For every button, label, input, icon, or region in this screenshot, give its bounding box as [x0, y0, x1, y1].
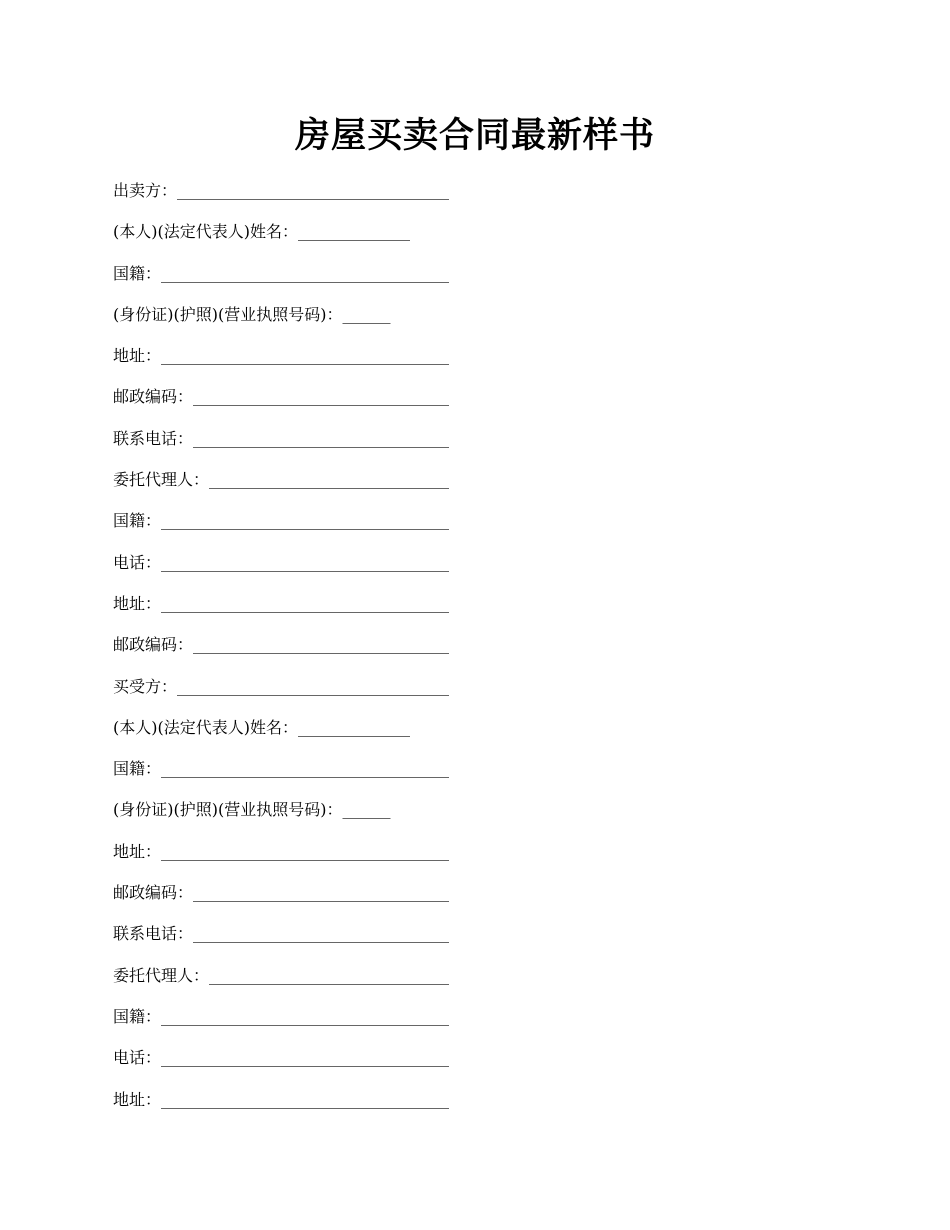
buyer-agent-line [113, 963, 553, 1004]
buyer-agent-nationality-label: 国籍：____________________________________ [113, 1006, 450, 1026]
seller-name-line [113, 219, 553, 260]
seller-address-line [113, 343, 553, 384]
buyer-postcode-label: 邮政编码：________________________________ [113, 883, 450, 903]
buyer-nationality-line [113, 756, 553, 797]
seller-phone-label: 联系电话：________________________________ [113, 428, 450, 448]
seller-label: 出卖方：__________________________________ [113, 181, 450, 200]
seller-agent-nationality-line [113, 508, 553, 549]
seller-address-label: 地址：____________________________________ [113, 346, 450, 366]
buyer-label: 买受方：__________________________________ [113, 676, 450, 696]
seller-agent-phone-line [113, 550, 553, 591]
buyer-nationality-label: 国籍：____________________________________ [113, 759, 450, 779]
seller-agent-line [113, 467, 553, 508]
buyer-agent-phone-line [113, 1045, 553, 1086]
seller-nationality-line [113, 261, 553, 302]
seller-name-label: (本人)(法定代表人)姓名：______________ [113, 222, 410, 242]
seller-postcode-line [113, 384, 553, 425]
seller-id-line [113, 302, 553, 343]
seller-agent-postcode-line [113, 632, 553, 673]
seller-id-label: (身份证)(护照)(营业执照号码)：______ [113, 304, 391, 324]
seller-postcode-label: 邮政编码：________________________________ [113, 387, 450, 407]
seller-line [113, 178, 553, 219]
buyer-agent-address-label: 地址：____________________________________ [113, 1089, 450, 1109]
buyer-agent-label: 委托代理人：______________________________ [113, 965, 450, 985]
buyer-phone-label: 联系电话：________________________________ [113, 924, 450, 944]
buyer-agent-phone-label: 电话：____________________________________ [113, 1048, 450, 1068]
buyer-agent-address-line [113, 1087, 553, 1128]
buyer-id-line [113, 797, 553, 838]
buyer-postcode-line [113, 880, 553, 921]
document-title: 房屋买卖合同最新样书 [294, 115, 655, 156]
seller-agent-nationality-label: 国籍：____________________________________ [113, 511, 450, 531]
seller-agent-postcode-label: 邮政编码：________________________________ [113, 635, 450, 655]
buyer-name-line [113, 715, 553, 756]
buyer-id-label: (身份证)(护照)(营业执照号码)：______ [113, 800, 391, 820]
buyer-name-label: (本人)(法定代表人)姓名：______________ [113, 717, 410, 737]
seller-agent-address-line [113, 591, 553, 632]
seller-agent-label: 委托代理人：______________________________ [113, 470, 450, 490]
seller-agent-address-label: 地址：____________________________________ [113, 593, 450, 613]
buyer-address-label: 地址：____________________________________ [113, 841, 450, 861]
buyer-address-line [113, 839, 553, 880]
buyer-agent-nationality-line [113, 1004, 553, 1045]
buyer-phone-line [113, 921, 553, 962]
form-lines [113, 178, 553, 1128]
buyer-line [113, 674, 553, 715]
seller-nationality-label: 国籍：____________________________________ [113, 263, 450, 283]
seller-phone-line [113, 426, 553, 467]
seller-agent-phone-label: 电话：____________________________________ [113, 552, 450, 572]
